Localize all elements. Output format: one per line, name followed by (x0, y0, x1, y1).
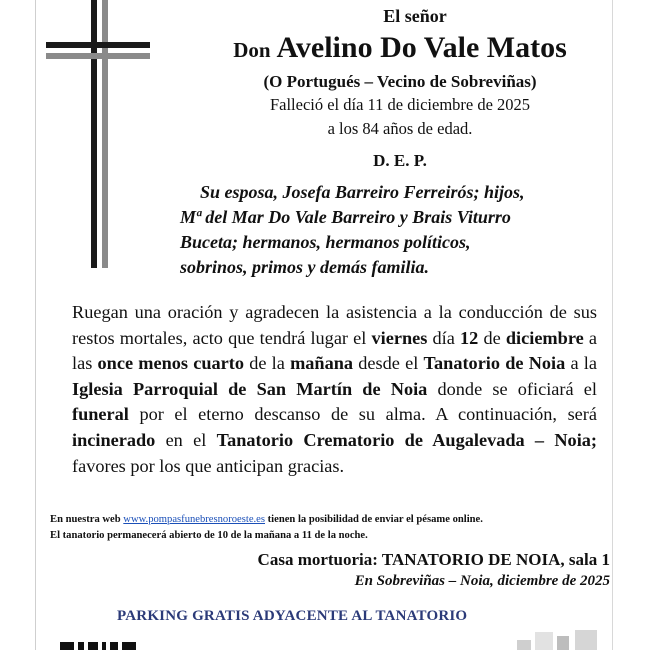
family-paragraph (180, 180, 610, 280)
body-bold-3: diciembre (505, 327, 584, 348)
age-line: a los 84 años de edad. (327, 119, 473, 138)
deceased-name: Avelino Do Vale Matos (276, 31, 567, 64)
family-line-3: Buceta; hermanos, hermanos políticos, (180, 232, 471, 252)
body-text-11: favores por los que anticipan gracias. (72, 455, 345, 476)
body-text-9: por el eterno descanso de su alma. A continuación, será (128, 404, 597, 425)
funeral-home-line: Casa mortuoria: TANATORIO DE NOIA, sala 1 (257, 550, 610, 569)
body-text-4: a las (72, 327, 598, 374)
logo-fragment (515, 628, 601, 650)
body-text-2: día (427, 327, 461, 348)
body-bold-10: Tanatorio Crematorio de Augalevada – Noia; (216, 429, 597, 450)
page-border-left (35, 0, 36, 650)
deceased-name-line (180, 31, 620, 65)
body-text-1: Ruegan una oración y agradecen la asistencia a la conducción de sus restos mortales, acto que tendrá lugar el (72, 302, 597, 348)
body-bold-5: mañana (290, 353, 354, 374)
parking-notice: PARKING GRATIS ADYACENTE AL TANATORIO (117, 608, 468, 624)
opening-hours-line: El tanatorio permanecerá abierto de 10 de la mañana a 11 de la noche. (50, 530, 368, 541)
ceremony-paragraph (72, 300, 597, 479)
body-text-6: desde el (353, 353, 424, 374)
alias: (O Portugués – Vecino de Sobreviñas) (263, 72, 537, 91)
body-bold-8: funeral (72, 404, 129, 425)
family-line-4: sobrinos, primos y demás familia. (180, 257, 430, 277)
qr-code-icon (60, 640, 140, 650)
body-text-5: de la (244, 353, 291, 374)
name-prefix: Don (233, 38, 271, 62)
death-date-line: Falleció el día 11 de diciembre de 2025 (269, 95, 531, 114)
web-line-suffix: tienen la posibilidad de enviar el pésame online. (265, 514, 483, 525)
body-text-8: donde se oficiará el (427, 378, 597, 399)
body-bold-4: once menos cuarto (97, 353, 244, 374)
body-bold-2: 12 (460, 327, 479, 348)
body-text-7: a la (565, 353, 597, 374)
body-text-3: de (478, 327, 506, 348)
family-line-2: Mª del Mar Do Vale Barreiro y Brais Viturro (180, 207, 511, 227)
body-text-10: en el (155, 429, 217, 450)
body-bold-6: Tanatorio de Noia (423, 353, 566, 374)
web-condolence-line (50, 514, 610, 525)
body-bold-7: Iglesia Parroquial de San Martín de Noia (72, 378, 428, 399)
family-line-1: Su esposa, Josefa Barreiro Ferreirós; hijos, (200, 182, 525, 202)
dep-line: D. E. P. (373, 151, 427, 170)
place-date-line: En Sobreviñas – Noia, diciembre de 2025 (354, 573, 610, 589)
website-link[interactable]: www.pompasfunebresnoroeste.es (123, 514, 265, 525)
honorific: El señor (383, 6, 447, 26)
web-line-prefix: En nuestra web (50, 514, 124, 525)
body-bold-1: viernes (371, 327, 428, 348)
body-bold-9: incinerado (72, 429, 156, 450)
cross-icon (44, 0, 156, 270)
